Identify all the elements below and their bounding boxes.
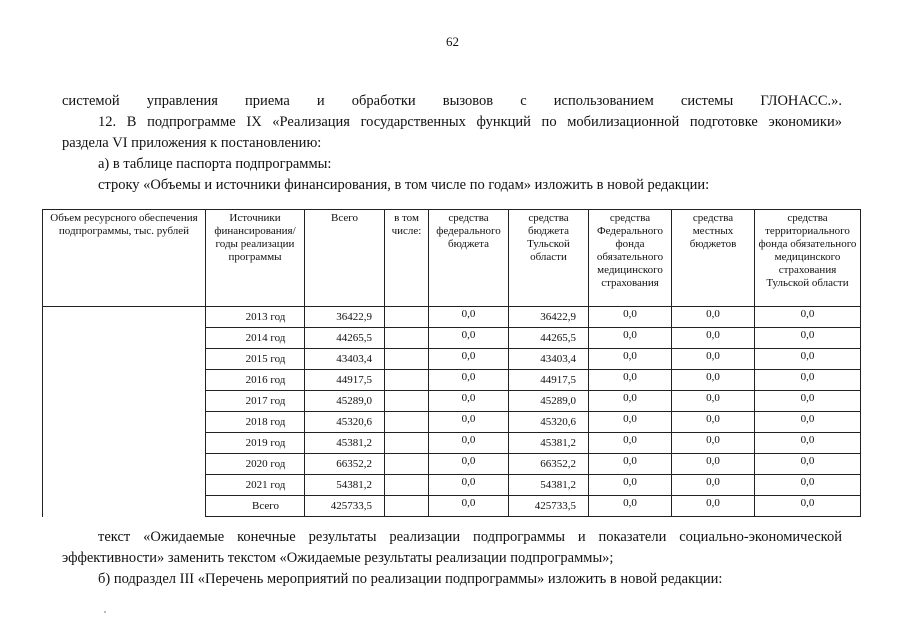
header-sources-years: Источники финансирования/ годы реализации программы (206, 210, 305, 307)
ffoms-cell: 0,0 (589, 433, 672, 454)
year-cell: 2016 год (206, 370, 305, 391)
resource-volume-cell (43, 328, 206, 349)
including-cell (385, 475, 429, 496)
resource-volume-cell (43, 391, 206, 412)
header-federal-budget: средства федерального бюджета (429, 210, 509, 307)
ffoms-cell: 0,0 (589, 391, 672, 412)
including-cell (385, 412, 429, 433)
federal-cell: 0,0 (429, 349, 509, 370)
local-cell: 0,0 (672, 496, 755, 517)
including-cell (385, 307, 429, 328)
including-cell (385, 454, 429, 475)
regional-cell: 66352,2 (509, 454, 589, 475)
federal-cell: 0,0 (429, 370, 509, 391)
tfoms-cell: 0,0 (755, 496, 861, 517)
paragraph-results-text-cont: эффективности» заменить текстом «Ожидаемые результаты реализации подпрограммы»; (62, 550, 614, 566)
regional-cell: 44265,5 (509, 328, 589, 349)
regional-cell: 45381,2 (509, 433, 589, 454)
ffoms-cell: 0,0 (589, 307, 672, 328)
including-cell (385, 328, 429, 349)
header-local-budgets: средства местных бюджетов (672, 210, 755, 307)
local-cell: 0,0 (672, 349, 755, 370)
year-cell: 2019 год (206, 433, 305, 454)
ffoms-cell: 0,0 (589, 496, 672, 517)
resource-volume-cell (43, 475, 206, 496)
header-total: Всего (305, 210, 385, 307)
federal-cell: 0,0 (429, 454, 509, 475)
table-row (43, 370, 861, 391)
tfoms-cell: 0,0 (755, 328, 861, 349)
tfoms-cell: 0,0 (755, 349, 861, 370)
resource-volume-cell (43, 307, 206, 328)
federal-cell: 0,0 (429, 496, 509, 517)
table-row (43, 391, 861, 412)
header-territorial-mif: средства территориального фонда обязательного медицинского страхования Тульской области (755, 210, 861, 307)
federal-cell: 0,0 (429, 412, 509, 433)
local-cell: 0,0 (672, 433, 755, 454)
tfoms-cell: 0,0 (755, 370, 861, 391)
total-cell: 425733,5 (305, 496, 385, 517)
table-row (43, 496, 861, 517)
total-cell: 44917,5 (305, 370, 385, 391)
resource-volume-cell (43, 370, 206, 391)
ffoms-cell: 0,0 (589, 412, 672, 433)
federal-cell: 0,0 (429, 433, 509, 454)
including-cell (385, 433, 429, 454)
total-cell: 43403,4 (305, 349, 385, 370)
scan-speck (104, 611, 106, 613)
regional-cell: 45289,0 (509, 391, 589, 412)
including-cell (385, 349, 429, 370)
table-row (43, 475, 861, 496)
paragraph-glonass: системой управления приема и обработки вызовов с использованием системы ГЛОНАСС.». (62, 93, 842, 109)
federal-cell: 0,0 (429, 391, 509, 412)
local-cell: 0,0 (672, 412, 755, 433)
year-cell: 2015 год (206, 349, 305, 370)
total-cell: 54381,2 (305, 475, 385, 496)
total-cell: 36422,9 (305, 307, 385, 328)
paragraph-subitem-b: б) подраздел III «Перечень мероприятий по реализации подпрограммы» изложить в новой редакции: (98, 571, 723, 587)
ffoms-cell: 0,0 (589, 454, 672, 475)
resource-volume-cell (43, 349, 206, 370)
regional-cell: 425733,5 (509, 496, 589, 517)
header-tula-budget: средства бюджета Тульской области (509, 210, 589, 307)
year-cell: 2020 год (206, 454, 305, 475)
paragraph-item-12: 12. В подпрограмме IX «Реализация государственных функций по мобилизационной подготовке экономики» (98, 114, 842, 130)
tfoms-cell: 0,0 (755, 307, 861, 328)
year-cell: 2021 год (206, 475, 305, 496)
table-row (43, 328, 861, 349)
year-cell: 2014 год (206, 328, 305, 349)
tfoms-cell: 0,0 (755, 412, 861, 433)
resource-volume-cell (43, 454, 206, 475)
paragraph-results-text: текст «Ожидаемые конечные результаты реализации подпрограммы и показатели социально-экономической (98, 529, 842, 545)
header-resource-volume: Объем ресурсного обеспечения подпрограммы, тыс. рублей (43, 210, 206, 307)
financing-table (42, 209, 861, 517)
resource-volume-cell (43, 496, 206, 517)
header-including: в том числе: (385, 210, 429, 307)
regional-cell: 45320,6 (509, 412, 589, 433)
regional-cell: 36422,9 (509, 307, 589, 328)
total-cell: 44265,5 (305, 328, 385, 349)
year-cell: 2017 год (206, 391, 305, 412)
total-cell: 45289,0 (305, 391, 385, 412)
paragraph-subitem-a: а) в таблице паспорта подпрограммы: (98, 156, 332, 172)
local-cell: 0,0 (672, 475, 755, 496)
including-cell (385, 496, 429, 517)
resource-volume-cell (43, 433, 206, 454)
year-cell: 2018 год (206, 412, 305, 433)
regional-cell: 43403,4 (509, 349, 589, 370)
tfoms-cell: 0,0 (755, 391, 861, 412)
table-header-row (43, 210, 861, 307)
table-row (43, 307, 861, 328)
ffoms-cell: 0,0 (589, 475, 672, 496)
federal-cell: 0,0 (429, 328, 509, 349)
local-cell: 0,0 (672, 307, 755, 328)
local-cell: 0,0 (672, 391, 755, 412)
regional-cell: 54381,2 (509, 475, 589, 496)
total-cell: 66352,2 (305, 454, 385, 475)
table-row (43, 433, 861, 454)
year-cell: Всего (206, 496, 305, 517)
local-cell: 0,0 (672, 454, 755, 475)
regional-cell: 44917,5 (509, 370, 589, 391)
year-cell: 2013 год (206, 307, 305, 328)
paragraph-item-12-cont: раздела VI приложения к постановлению: (62, 135, 322, 151)
resource-volume-cell (43, 412, 206, 433)
ffoms-cell: 0,0 (589, 328, 672, 349)
local-cell: 0,0 (672, 328, 755, 349)
page-number: 62 (446, 34, 459, 49)
tfoms-cell: 0,0 (755, 454, 861, 475)
federal-cell: 0,0 (429, 475, 509, 496)
header-federal-mif: средства Федерального фонда обязательного медицинского страхования (589, 210, 672, 307)
local-cell: 0,0 (672, 370, 755, 391)
total-cell: 45320,6 (305, 412, 385, 433)
ffoms-cell: 0,0 (589, 370, 672, 391)
total-cell: 45381,2 (305, 433, 385, 454)
tfoms-cell: 0,0 (755, 475, 861, 496)
table-row (43, 349, 861, 370)
tfoms-cell: 0,0 (755, 433, 861, 454)
paragraph-row-instruction: строку «Объемы и источники финансирования, в том числе по годам» изложить в новой редакции: (98, 177, 710, 193)
ffoms-cell: 0,0 (589, 349, 672, 370)
including-cell (385, 391, 429, 412)
table-row (43, 454, 861, 475)
including-cell (385, 370, 429, 391)
federal-cell: 0,0 (429, 307, 509, 328)
table-row (43, 412, 861, 433)
